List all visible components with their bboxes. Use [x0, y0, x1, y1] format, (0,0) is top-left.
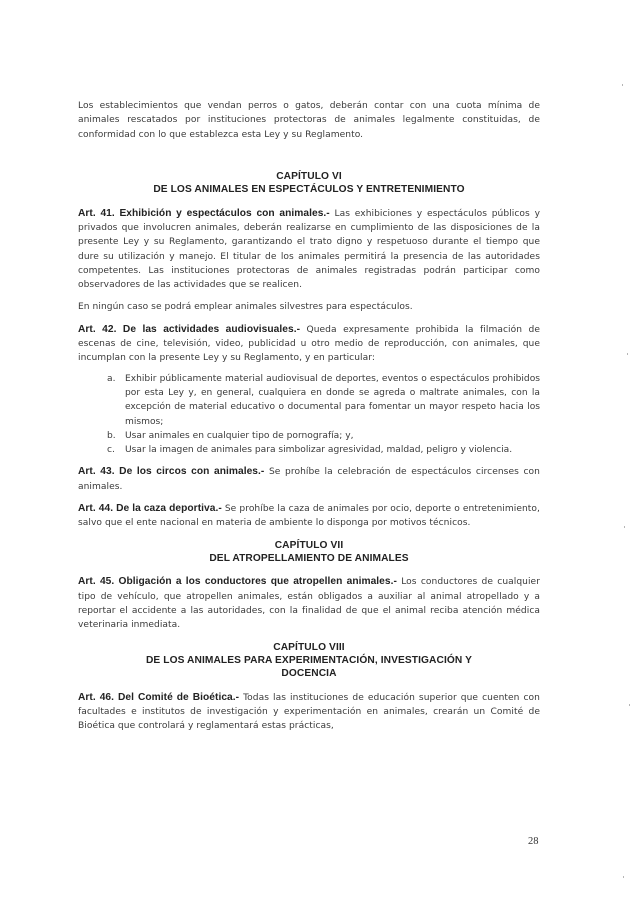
article-42-list: [78, 372, 540, 458]
list-item-text: Exhibir públicamente material audiovisual de deportes, eventos o espectáculos prohibidos por esta Ley y, en general, cualquiera en donde se agreda o maltrate animales, con la excepción de material educativo o documental para fomentar un mayor respeto hacia los mismos;: [125, 373, 540, 427]
article-43-title: Art. 43. De los circos con animales.-: [78, 466, 265, 478]
list-item: [107, 443, 540, 457]
article-45-body: Los conductores de cualquier tipo de vehículo, que atropellen animales, están obligados a auxiliar al animal atropellado y a reportar el accidente a las autoridades, con la finalidad de que el animal reciba atención médica veterinaria inmediata.: [78, 577, 540, 631]
chapter-6-label: CAPÍTULO VI: [276, 170, 342, 182]
list-item-text: Usar la imagen de animales para simbolizar agresividad, maldad, peligro y violencia.: [125, 445, 513, 456]
scan-speck: [623, 876, 624, 878]
article-42-body: Queda expresamente prohibida la filmación de escenas de cine, televisión, video, publicidad u otro medio de reproducción, con animales, que incumplan con la presente Ley y su Reglamento, y en particular:: [78, 324, 540, 364]
article-41-body: Las exhibiciones y espectáculos públicos y privados que involucren animales, deberán realizarse en cumplimiento de las disposiciones de la presente Ley y su Reglamento, garantizando el trato digno y respetuoso durante el tiempo que dure su utilización y manejo. El titular de los animales permitirá la presencia de las autoridades competentes. Las instituciones protectoras de animales registradas podrán participar como observadores de las actividades que se realicen.: [78, 208, 540, 291]
article-44: [78, 502, 540, 531]
article-41-extra: En ningún caso se podrá emplear animales silvestres para espectáculos.: [78, 302, 413, 313]
page-number: 28: [528, 836, 539, 847]
list-item: [107, 372, 540, 429]
list-item-marker: c.: [107, 445, 115, 456]
article-43: [78, 465, 540, 494]
article-46: [78, 691, 540, 734]
chapter-6-title: DE LOS ANIMALES EN ESPECTÁCULOS Y ENTRETENIMIENTO: [153, 184, 465, 196]
article-45: [78, 575, 540, 632]
chapter-7-label: CAPÍTULO VII: [274, 539, 344, 551]
scan-speck: [629, 704, 630, 706]
scan-speck: [624, 526, 625, 528]
article-45-title: Art. 45. Obligación a los conductores que atropellen animales.-: [78, 576, 397, 588]
chapter-6-heading: [78, 170, 540, 197]
page-content: [78, 99, 540, 734]
article-46-title: Art. 46. Del Comité de Bioética.-: [78, 691, 240, 703]
chapter-8-label: CAPÍTULO VIII: [273, 641, 345, 653]
article-44-title: Art. 44. De la caza deportiva.-: [78, 503, 222, 515]
chapter-8-title-line-1: DE LOS ANIMALES PARA EXPERIMENTACIÓN, INVESTIGACIÓN Y: [145, 655, 473, 667]
list-item-marker: a.: [107, 373, 116, 384]
list-item-text: Usar animales en cualquier tipo de pornografía; y,: [125, 430, 354, 441]
scan-speck: [627, 353, 628, 355]
intro-paragraph: Los establecimientos que vendan perros o gatos, deberán contar con una cuota mínima de animales rescatados por instituciones protectoras de animales legalmente constituidas, de conformidad con lo que establezca esta Ley y su Reglamento.: [78, 101, 540, 140]
article-42: [78, 323, 540, 366]
chapter-8-title-line-2: DOCENCIA: [281, 668, 337, 680]
article-44-body: Se prohíbe la caza de animales por ocio, deporte o entretenimiento, salvo que el ente nacional en materia de ambiente lo disponga por motivos técnicos.: [78, 504, 540, 529]
list-item: [107, 429, 540, 443]
article-46-body: Todas las instituciones de educación superior que cuenten con facultades e institutos de investigación y experimentación en animales, crearán un Comité de Bioética que controlará y reglamentará estas prácticas,: [78, 692, 540, 732]
chapter-7-title: DEL ATROPELLAMIENTO DE ANIMALES: [209, 553, 409, 565]
chapter-8-heading: [78, 641, 540, 681]
article-41-title: Art. 41. Exhibición y espectáculos con animales.-: [78, 207, 330, 219]
chapter-7-heading: [78, 539, 540, 566]
scan-speck: [622, 84, 623, 86]
list-item-marker: b.: [107, 430, 116, 441]
article-43-body: Se prohíbe la celebración de espectáculos circenses con animales.: [78, 467, 540, 492]
article-42-title: Art. 42. De las actividades audiovisuales.-: [78, 323, 301, 335]
article-41: [78, 207, 540, 293]
